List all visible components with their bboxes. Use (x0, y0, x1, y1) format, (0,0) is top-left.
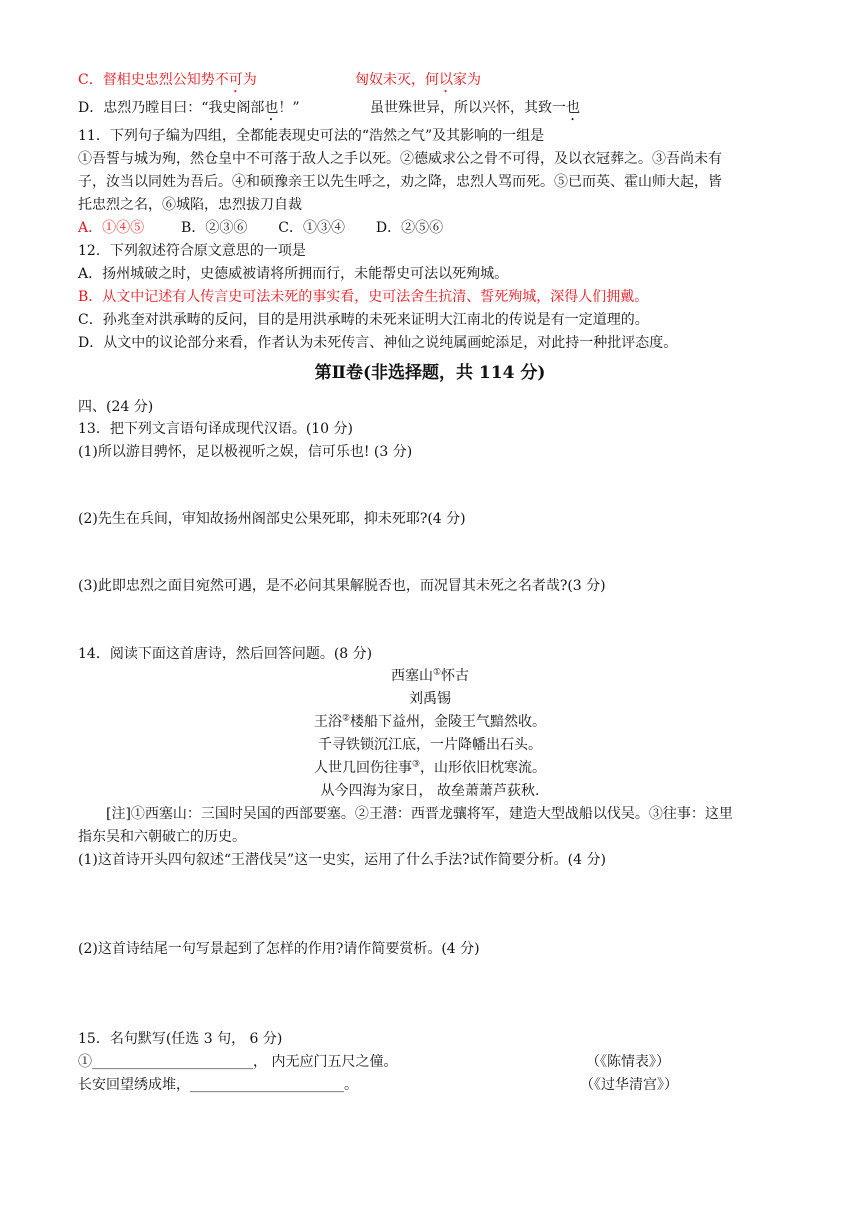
q10-option-d-text-c: 虽世殊世异，所以兴怀，其致一 (370, 100, 566, 116)
q13-stem: 13．把下列文言语句译成现代汉语。(10 分) (78, 421, 354, 437)
q11-stem: 11．下列句子编为四组，全都能表现史可法的“浩然之气”及其影响的一组是 (78, 128, 545, 144)
part-4-heading: 四、(24 分) (78, 399, 154, 415)
q11-option-c: C．①③④ (278, 220, 345, 236)
q10-option-d-dot-1: 也 (264, 100, 279, 116)
poem-line-3 (0, 758, 860, 778)
q15-line-1-source: （《陈情表》） (586, 1054, 670, 1070)
q10-option-d-second (370, 98, 580, 124)
poem-title-footnote-mark: ① (432, 667, 442, 678)
q15-line-2: 长安回望绣成堆，______________________。 (78, 1077, 358, 1093)
q11-line-2: 子，汝当以同姓为吾后。④和硕豫亲王以先生呼之，劝之降，忠烈人骂而死。⑤已而英、霍山师大起，皆 (78, 174, 722, 190)
poem-line-3-text-b: ，山形依旧枕寒流。 (420, 760, 547, 776)
q10-option-d-text-a: D．忠烈乃瞠目曰：“我史阁部 (78, 100, 265, 116)
q10-option-d-dot-2: 也 (566, 100, 580, 116)
q11-option-b: B．②③⑥ (181, 220, 248, 236)
poem-line-4: 从今四海为家日， 故垒萧萧芦荻秋. (320, 783, 540, 799)
q12-option-a: A．扬州城破之时，史德威被请将所拥而行，未能帮史可法以死殉城。 (78, 266, 509, 282)
poem-line-3-footnote-mark: ③ (411, 759, 421, 770)
q10-option-c-text-b: 为 (242, 72, 257, 88)
q10-option-c-second (355, 70, 481, 96)
q12-stem: 12．下列叙述符合原文意思的一项是 (78, 243, 306, 259)
q11-option-d: D．②⑤⑥ (375, 220, 444, 236)
poem-line-3-text-a: 人世几回伤往事 (313, 760, 412, 776)
q12-option-c: C．孙兆奎对洪承畴的反问，目的是用洪承畴的未死来证明大江南北的传说是有一定道理的。 (78, 312, 649, 328)
q13-sentence-1: (1)所以游目骋怀，足以极视听之娱，信可乐也! (3 分) (78, 444, 413, 460)
q11-line-1: ①吾誓与城为殉，然仓皇中不可落于敌人之手以死。②德威求公之骨不可得，及以衣冠葬之。③吾尚未有 (78, 151, 722, 167)
q12-option-b: B．从文中记述有人传言史可法未死的事实看，史可法舍生抗清、誓死殉城，深得人们拥戴。 (78, 289, 649, 305)
poem-line-1-text-a: 王浴 (313, 714, 342, 730)
q12-option-d: D．从文中的议论部分来看，作者认为未死传言、神仙之说纯属画蛇添足，对此持一种批评态度。 (78, 335, 678, 351)
q10-option-c-text-c: 匈奴未灭，何 (355, 72, 439, 88)
q10-option-d (78, 98, 300, 124)
q15-stem: 15．名句默写(任选 3 句， 6 分) (78, 1031, 283, 1047)
q13-sentence-3: (3)此即忠烈之面目宛然可遇，是不必问其果解脱否也，而况冒其未死之名者哉?(3 分) (78, 578, 606, 594)
q11-option-a: A．①④⑤ (78, 220, 145, 236)
poem-line-2: 千寻铁锁沉江底，一片降幡出石头。 (318, 737, 542, 753)
q14-stem: 14．阅读下面这首唐诗，然后回答问题。(8 分) (78, 646, 373, 662)
q10-option-c-text-d: 家为 (453, 72, 481, 88)
q15-line-1: ①_______________________， 内无应门五尺之僮。 (78, 1054, 398, 1070)
q13-sentence-2: (2)先生在兵间，审知故扬州阁部史公果死耶，抑未死耶?(4 分) (78, 511, 466, 527)
poem-line-1-text-b: 楼船下益州，金陵王气黯然收。 (350, 714, 547, 730)
q10-option-d-text-b: ！” (278, 100, 300, 116)
poem-author: 刘禹锡 (409, 691, 451, 707)
q11-line-3: 托忠烈之名，⑥城陷，忠烈拔刀自裁 (78, 197, 302, 213)
poem-title-text-a: 西塞山 (390, 668, 433, 684)
poem-note-line-2: 指东吴和六朝破亡的历史。 (78, 829, 246, 845)
q15-line-2-source: （《过华清宫》） (580, 1077, 678, 1093)
q14-subquestion-1: (1)这首诗开头四句叙述“王潜伐吴”这一史实，运用了什么手法?试作简要分析。(4 分) (78, 852, 606, 868)
q10-option-c-text-a: C．督相史忠烈公知势不 (78, 72, 229, 88)
q14-subquestion-2: (2)这首诗结尾一句写景起到了怎样的作用?请作简要赏析。(4 分) (78, 941, 480, 957)
poem-line-1-footnote-mark: ② (341, 713, 351, 724)
poem-line-1 (0, 712, 860, 732)
q11-options (78, 218, 443, 238)
q10-option-c-dot-2: 以 (439, 72, 453, 88)
section-2-title: 第Ⅱ卷(非选择题，共 114 分) (314, 363, 546, 383)
q10-option-c (78, 70, 257, 96)
poem-title (0, 666, 860, 686)
poem-title-text-b: 怀古 (441, 668, 470, 684)
poem-note-line-1: [注]①西塞山：三国时吴国的西部要塞。②王潜：西晋龙骧将军，建造大型战船以伐吴。③往事：这里 (106, 806, 733, 822)
q10-option-c-dot-1: 可 (228, 72, 243, 88)
